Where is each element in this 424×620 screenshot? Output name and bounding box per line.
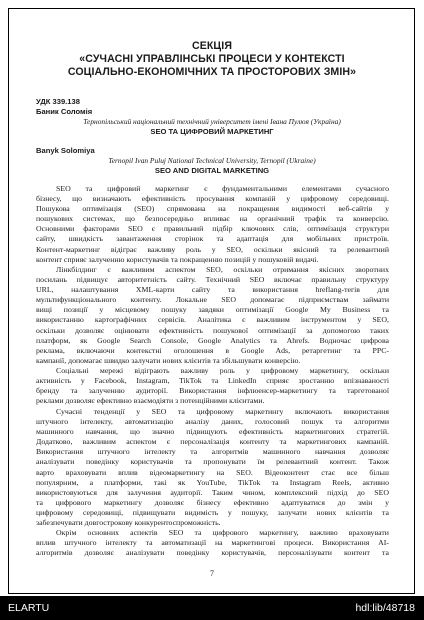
footer-handle: hdl:lib/48718 — [355, 602, 415, 614]
article-title-en: SEO AND DIGITAL MARKETING — [154, 166, 270, 175]
section-heading-line-2: «СУЧАСНІ УПРАВЛІНСЬКІ ПРОЦЕСИ У КОНТЕКСТІ — [79, 53, 345, 65]
paragraph-1 — [36, 184, 389, 265]
author-en: Banyk Solomiya — [36, 146, 95, 155]
affiliation-en: Ternopil Ivan Puluj National Technical University, Ternopil (Ukraine) — [108, 156, 316, 165]
text-line: Окрім основних аспектів SEO та цифрового маркетингу, важливо враховувати — [56, 528, 389, 537]
text-line: популярним, а платформи, такі як YouTube, TikTok та Instagram Reels, активно — [36, 477, 389, 487]
text-line: пошукових системах, що безпосередньо впливає на органічний трафік та конверсію. — [36, 214, 389, 224]
text-line: цифровому середовищі, підвищувати видимість у пошуку, залучати нових клієнтів та — [36, 507, 389, 517]
text-line: реклами дозволяє ефективно взаємодіяти з потенційними клієнтами. — [36, 396, 265, 406]
text-line: аналізувати поведінку користувачів та пропонувати їм релевантний контент. Також — [36, 457, 389, 467]
text-line: сайту, швидкість завантаження сторінок та адаптація для мобільних пристроїв. — [36, 234, 389, 244]
text-line: та цифрового маркетингу дозволяє бізнесу ефективно адаптуватися до змін у — [36, 497, 389, 507]
author-ua: Баник Соломія — [36, 107, 93, 116]
text-line: варто враховувати вплив відеомаркетингу на SEO. Відеоконтент стає все більш — [36, 467, 389, 477]
text-line: вплив штучного інтелекту та автоматизації на маркетингові процеси. Використання AI- — [36, 538, 389, 548]
text-line: платформ, як Google Search Console, Google Analytics та Ahrefs. Водночас цифрова — [36, 335, 389, 345]
text-line: машинного навчання, що значно підвищують ефективність маркетингових стратегій. — [36, 427, 389, 437]
text-line: використанню картографічних сервісів. Аналітика є важливим інструментом у SEO, — [36, 315, 389, 325]
text-line: забезпечувати довгострокову конкурентоспроможність. — [36, 518, 221, 528]
text-line: SEO та цифровий маркетинг є фундаментальними елементами сучасного — [56, 184, 389, 193]
footer-repository-name: ELARTU — [8, 602, 50, 614]
text-line: мультифункціонального контенту. Локальне SEO допомагає підприємствам займати — [36, 295, 389, 305]
paragraph-3 — [36, 366, 389, 406]
text-line: контент сприяє залученню користувачів та покращенню позицій у пошуковій видачі. — [36, 254, 319, 264]
text-line: реклама, включаючи контекстні оголошення в Google Ads, ретаргетинг та PPC- — [36, 345, 389, 355]
text-line: використовуються для залучення аудиторії. Таким чином, комплексний підхід до SEO — [36, 487, 389, 497]
repository-footer-bar — [0, 596, 424, 620]
text-line: вищі позиції у місцевому пошуку завдяки оптимізації Google My Business та — [36, 305, 389, 315]
text-line: Використання штучного інтелекту та алгоритмів машинного навчання дозволяє — [36, 447, 389, 457]
text-line: бізнесу, що визначають ефективність просування компаній у цифровому середовищі. — [36, 194, 389, 204]
text-line: URL, налаштування XML-карти сайту та використання hreflang-тегів для — [36, 285, 389, 295]
affiliation-ua: Тернопільський національний технічний університет імені Івана Пулюя (Україна) — [83, 117, 341, 126]
paragraph-4 — [36, 407, 389, 528]
text-line: Лінкбілдинг є важливим аспектом SEO, оскільки отримання якісних зворотних — [56, 265, 389, 274]
text-line: Контент-маркетинг відіграє важливу роль у SEO, оскільки якісний та релевантний — [36, 244, 389, 254]
paragraph-5 — [36, 528, 389, 558]
text-line: Сучасні тенденції у SEO та цифровому маркетингу включають використання — [56, 407, 389, 416]
section-heading-line-3: СОЦІАЛЬНО-ЕКОНОМІЧНИХ ТА ПРОСТОРОВИХ ЗМІН» — [67, 66, 357, 78]
text-line: бренду та залученню аудиторії. Використання інфлюенсер-маркетингу та таргетованої — [36, 386, 389, 396]
udc-code: УДК 339.138 — [36, 97, 80, 106]
text-line: Соціальні мережі відіграють важливу роль у цифровому маркетингу, оскільки — [56, 366, 389, 375]
text-line: алгоритмів дозволяє аналізувати поведінку користувачів, персоналізувати контент та — [36, 548, 389, 558]
page-number: 7 — [210, 569, 214, 578]
text-line: Пошукова оптимізація (SEO) спрямована на покращення видимості веб-сайтів у — [36, 204, 389, 214]
text-line: посилань підвищує авторитетність сайту. Технічний SEO включає правильну структуру — [36, 275, 389, 285]
article-title-ua: SEO ТА ЦИФРОВИЙ МАРКЕТИНГ — [150, 127, 274, 136]
section-heading-line-1: СЕКЦІЯ — [191, 40, 233, 52]
text-line: кампанії, допомагає швидко залучати нових клієнтів та збільшувати конверсію. — [36, 355, 301, 365]
text-line: штучного інтелекту, автоматизацію аналізу даних, голосовий пошук та алгоритми — [36, 417, 389, 427]
text-line: Додатково, важливим аспектом є персоналізація контенту та маркетингових кампаній. — [36, 437, 389, 447]
text-line: активність у Facebook, Instagram, TikTok та LinkedIn сприяє зростанню впізнаваності — [36, 376, 389, 386]
text-line: Основними факторами SEO є правильний підбір ключових слів, оптимізація структури — [36, 224, 389, 234]
text-line: оскільки дозволяє оцінювати ефективність пошукової оптимізації за допомогою таких — [36, 325, 389, 335]
paragraph-2 — [36, 265, 389, 366]
